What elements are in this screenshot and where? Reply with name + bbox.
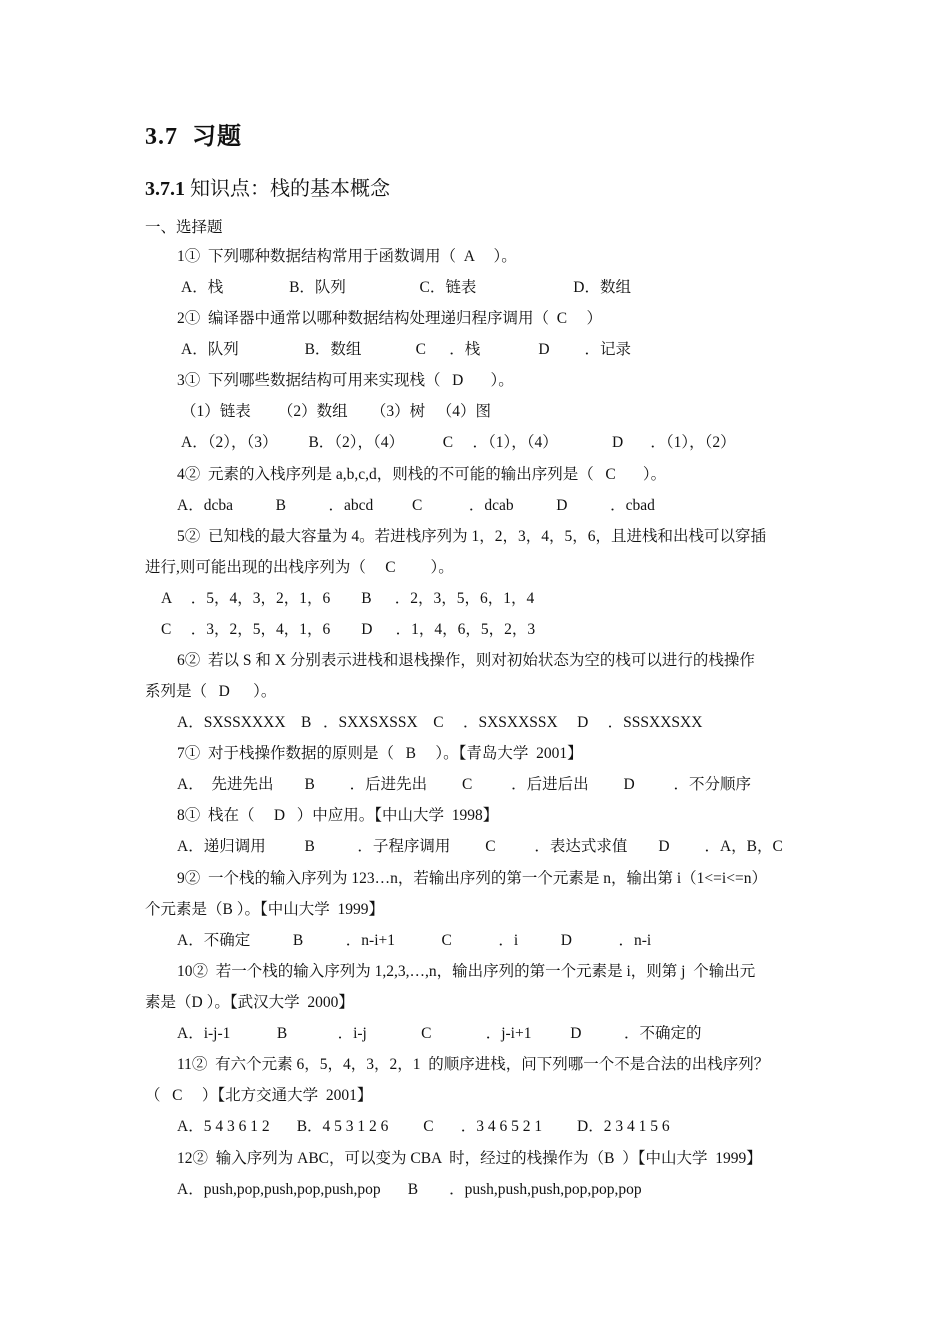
question-line: 2① 编译器中通常以哪种数据结构处理递归程序调用（ C ） bbox=[177, 310, 602, 327]
options-line: A ．5，4，3，2，1，6 B ．2，3，5，6，1，4 bbox=[161, 590, 535, 607]
options-line: A．栈 B．队列 C．链表 D．数组 bbox=[181, 279, 631, 296]
question-line: 8① 栈在（ D ）中应用。【中山大学 1998】 bbox=[177, 807, 499, 824]
section-heading bbox=[145, 116, 242, 151]
subsection-title: 知识点：栈的基本概念 bbox=[190, 178, 390, 200]
question-line: 12② 输入序列为 ABC，可以变为 CBA 时，经过的栈操作为（B ）【中山大学 1999】 bbox=[177, 1150, 762, 1167]
question-continuation: （ C ）【北方交通大学 2001】 bbox=[145, 1087, 373, 1104]
options-line: A．不确定 B ．n-i+1 C ．i D ．n-i bbox=[177, 932, 652, 949]
question-line: 10② 若一个栈的输入序列为 1,2,3,…,n，输出序列的第一个元素是 i，则第 j 个输出元 bbox=[177, 963, 756, 980]
question-line: 11② 有六个元素 6，5，4，3，2，1 的顺序进栈，问下列哪一个不是合法的出栈序列？ bbox=[177, 1056, 770, 1073]
question-line: 6② 若以 S 和 X 分别表示进栈和退栈操作，则对初始状态为空的栈可以进行的栈操作 bbox=[177, 652, 755, 669]
options-line: A．队列 B．数组 C ．栈 D ．记录 bbox=[181, 341, 631, 358]
question-continuation: 进行,则可能出现的出栈序列为（ C ）。 bbox=[145, 559, 454, 576]
options-line: A．SXSSXXXX B ．SXXSXSSX C ．SXSXXSSX D ．SSSXXSXX bbox=[177, 714, 703, 731]
options-line: A．递归调用 B ．子程序调用 C ．表达式求值 D ．A，B，C bbox=[177, 838, 783, 855]
options-line: A．i-j-1 B ．i-j C ．j-i+1 D ．不确定的 bbox=[177, 1025, 702, 1042]
question-line: 7① 对于栈操作数据的原则是（ B ）。【青岛大学 2001】 bbox=[177, 745, 583, 762]
question-line: 3① 下列哪些数据结构可用来实现栈（ D ）。 bbox=[177, 372, 514, 389]
subsection-heading bbox=[145, 172, 390, 201]
options-line: A．5 4 3 6 1 2 B．4 5 3 1 2 6 C ．3 4 6 5 2 1 D．2 3 4 1 5 6 bbox=[177, 1118, 670, 1135]
question-continuation: 素是（D ）。【武汉大学 2000】 bbox=[145, 994, 354, 1011]
question-line: 1① 下列哪种数据结构常用于函数调用（ A ）。 bbox=[177, 248, 517, 265]
options-line: A．（2），（3） B．（2），（4） C ．（1），（4） D ．（1），（2） bbox=[181, 434, 736, 451]
subsection-number: 3.7.1 bbox=[145, 178, 185, 200]
section-title: 习题 bbox=[192, 124, 242, 150]
question-line: 9② 一个栈的输入序列为 123…n，若输出序列的第一个元素是 n，输出第 i（1<=i<=n） bbox=[177, 870, 767, 887]
question-continuation: 个元素是（B ）。【中山大学 1999】 bbox=[145, 901, 384, 918]
question-line: 5② 已知栈的最大容量为 4。若进栈序列为 1，2，3，4，5，6，且进栈和出栈可以穿插 bbox=[177, 528, 767, 545]
question-continuation: 系列是（ D ）。 bbox=[145, 683, 277, 700]
question-line: 4② 元素的入栈序列是 a,b,c,d，则栈的不可能的输出序列是（ C ）。 bbox=[177, 466, 667, 483]
category-label: 一、选择题 bbox=[145, 219, 223, 236]
options-line: C ．3，2，5，4，1，6 D ．1，4，6，5，2，3 bbox=[161, 621, 536, 638]
section-number: 3.7 bbox=[145, 124, 178, 150]
options-line: A．push,pop,push,pop,push,pop B ．push,push,push,pop,pop,pop bbox=[177, 1181, 642, 1198]
options-line: A． 先进先出 B ．后进先出 C ．后进后出 D ．不分顺序 bbox=[177, 776, 751, 793]
sub-items-line: （1）链表 （2）数组 （3）树 （4）图 bbox=[181, 403, 492, 420]
options-line: A．dcba B ．abcd C ．dcab D ．cbad bbox=[177, 497, 655, 514]
